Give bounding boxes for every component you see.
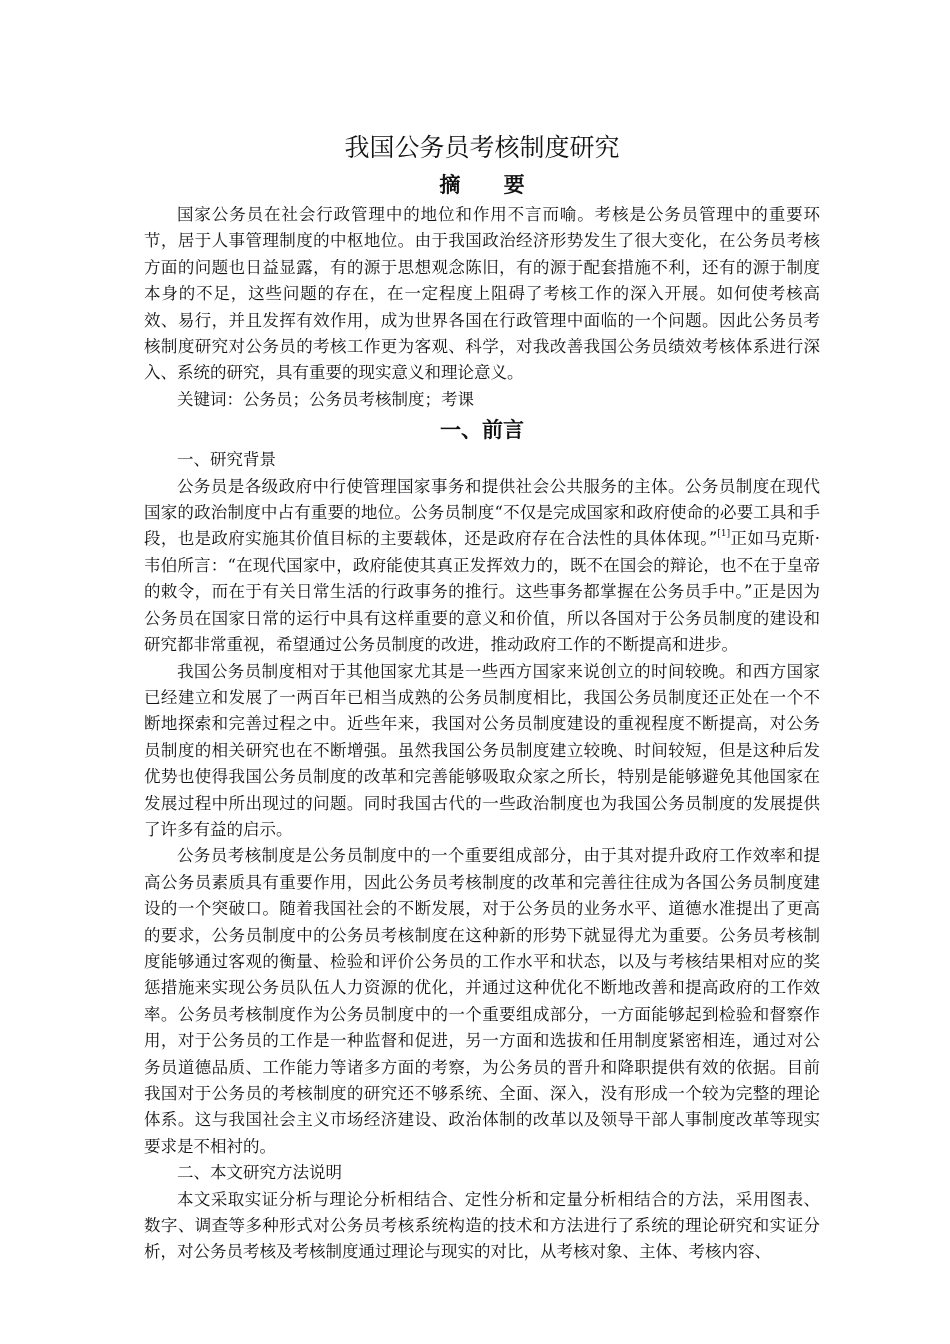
- paragraph-background-1-text-a: 公务员是各级政府中行使管理国家事务和提供社会公共服务的主体。公务员制度在现代国家的政治制度中占有重要的地位。公务员制度“不仅是完成国家和政府使命的必要工具和手段，也是政府实施其价值目标的主要载体，还是政府存在合法性的具体体现。”: [144, 476, 820, 549]
- subsection-title-method: 二、本文研究方法说明: [177, 1163, 342, 1183]
- paper-title: 我国公务员考核制度研究: [344, 133, 620, 162]
- paragraph-background-2: 我国公务员制度相对于其他国家尤其是一些西方国家来说创立的时间较晚。和西方国家已经建立和发展了一两百年已相当成熟的公务员制度相比，我国公务员制度还正处在一个不断地探索和完善过程之中。近些年来，我国对公务员制度建设的重视程度不断提高，对公务员制度的相关研究也在不断增强。虽然我国公务员制度建立较晚、时间较短，但是这种后发优势也使得我国公务员制度的改革和完善能够吸取众家之所长，特别是能够避免其他国家在发展过程中所出现过的问题。同时我国古代的一些政治制度也为我国公务员制度的发展提供了许多有益的启示。: [144, 661, 820, 839]
- section-heading-preface: 一、前言: [440, 418, 524, 443]
- paragraph-background-1: [144, 474, 820, 659]
- keywords: 关键词：公务员；公务员考核制度；考课: [177, 389, 474, 409]
- abstract-heading: 摘 要: [439, 173, 543, 197]
- paragraph-background-1-text-b: 正如马克斯·韦伯所言：“在现代国家中，政府能使其真正发挥效力的，既不在国会的辩论，也不在于皇帝的敕令，而在于有关日常生活的行政事务的推行。这些事务都掌握在公务员手中。”正是因为公务员在国家日常的运行中具有这样重要的意义和价值，所以各国对于公务员制度的建设和研究都非常重视，希望通过公务员制度的改进，推动政府工作的不断提高和进步。: [144, 529, 821, 655]
- citation-ref: [1]: [717, 529, 731, 540]
- abstract-body: 国家公务员在社会行政管理中的地位和作用不言而喻。考核是公务员管理中的重要环节，居于人事管理制度的中枢地位。由于我国政治经济形势发生了很大变化，在公务员考核方面的问题也日益显露，有的源于思想观念陈旧，有的源于配套措施不利，还有的源于制度本身的不足，这些问题的存在，在一定程度上阻碍了考核工作的深入开展。如何使考核高效、易行，并且发挥有效作用，成为世界各国在行政管理中面临的一个问题。因此公务员考核制度研究对公务员的考核工作更为客观、科学，对我改善我国公务员绩效考核体系进行深入、系统的研究，具有重要的现实意义和理论意义。: [144, 205, 820, 383]
- subsection-title-background: 一、研究背景: [177, 450, 276, 470]
- paragraph-background-3: 公务员考核制度是公务员制度中的一个重要组成部分，由于其对提升政府工作效率和提高公务员素质具有重要作用，因此公务员考核制度的改革和完善往往成为各国公务员制度建设的一个突破口。随着我国社会的不断发展，对于公务员的业务水平、道德水准提出了更高的要求，公务员制度中的公务员考核制度在这种新的形势下就显得尤为重要。公务员考核制度能够通过客观的衡量、检验和评价公务员的工作水平和状态，以及与考核结果相对应的奖惩措施来实现公务员队伍人力资源的优化，并通过这种优化不断地改善和提高政府的工作效率。公务员考核制度作为公务员制度中的一个重要组成部分，一方面能够起到检验和督察作用，对于公务员的工作是一种监督和促进，另一方面和选拔和任用制度紧密相连，通过对公务员道德品质、工作能力等诸多方面的考察，为公务员的晋升和降职提供有效的依据。目前我国对于公务员的考核制度的研究还不够系统、全面、深入，没有形成一个较为完整的理论体系。这与我国社会主义市场经济建设、政治体制的改革以及领导干部人事制度改革等现实要求是不相衬的。: [144, 846, 820, 1156]
- paragraph-method-1: 本文采取实证分析与理论分析相结合、定性分析和定量分析相结合的方法，采用图表、数字、调查等多种形式对公务员考核系统构造的技术和方法进行了系统的理论研究和实证分析，对公务员考核及考核制度通过理论与现实的对比，从考核对象、主体、考核内容、: [144, 1189, 820, 1262]
- document-content: [144, 130, 820, 1266]
